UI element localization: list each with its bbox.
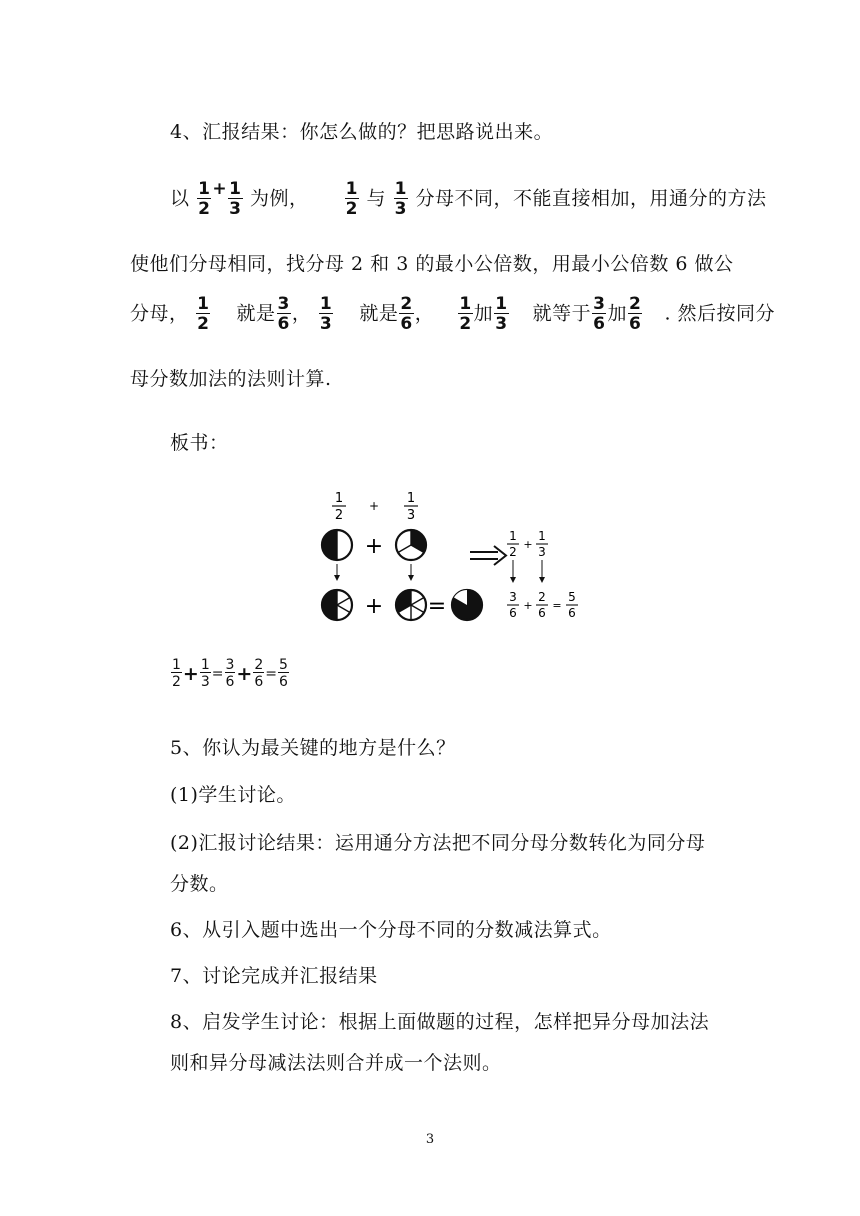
equation-line [170, 658, 290, 689]
fraction-third: $\frac{1}{3}$ [229, 179, 242, 219]
explain-text-comma: ， [291, 302, 312, 325]
fraction-half: $\frac{1}{2}$ [197, 294, 210, 334]
fraction-third: $\frac{1}{3}$ [319, 294, 333, 334]
explain-text-jiushi: 就是 [359, 302, 399, 325]
step-5-2-cont: 分数。 [170, 873, 229, 895]
fraction-three-sixths: $\frac{3}{6}$ [593, 294, 606, 334]
circle-half-shaded [322, 530, 352, 560]
diagram-plus-1: + [364, 534, 384, 559]
explain-text-jiushi: 就是 [236, 302, 276, 325]
diagram-bottom-num-1: 3 [509, 590, 517, 604]
fraction-half: $\frac{1}{2}$ [459, 294, 472, 334]
board-diagram [310, 485, 610, 635]
fraction-half: $\frac{1}{2}$ [345, 179, 358, 219]
diagram-plus-2: + [364, 594, 384, 619]
double-arrow-icon [470, 546, 506, 565]
fraction-third: $\frac{1}{3}$ [495, 294, 508, 334]
explain-text-yu: 与 [366, 187, 387, 210]
explain-line-2: 使他们分母相同，找分母 2 和 3 的最小公倍数，用最小公倍数 6 做公 [130, 253, 734, 275]
diagram-top-left-num: 1 [334, 491, 344, 506]
diagram-bottom-num-3: 5 [568, 590, 576, 604]
eq-fraction-2: $\frac{1}{3}$ [200, 657, 210, 690]
diagram-bottom-den-2: 6 [538, 606, 546, 620]
diagram-bottom-num-2: 2 [538, 590, 546, 604]
explain-text-weili: 为例， [250, 187, 309, 210]
step-4-text: 4、汇报结果：你怎么做的？把思路说出来。 [170, 121, 554, 143]
diagram-top-left-den: 2 [334, 508, 344, 523]
diagram-top-plus: + [368, 499, 380, 513]
step-5-2-text: (2)汇报讨论结果：运用通分方法把不同分母分数转化为同分母 [170, 832, 706, 854]
eq-equals-1: = [211, 665, 224, 682]
step-7-text: 7、讨论完成并汇报结果 [170, 965, 378, 987]
diagram-right-plus-top: + [523, 538, 533, 551]
diagram-bottom-den-3: 6 [568, 606, 576, 620]
explain-line-1 [170, 178, 767, 219]
step-8-cont: 则和异分母减法法则合并成一个法则。 [170, 1052, 502, 1074]
down-arrow-icon [510, 560, 516, 583]
plus-sign: + [212, 178, 228, 199]
diagram-right-den-1: 2 [509, 545, 517, 559]
eq-fraction-5: $\frac{5}{6}$ [279, 657, 288, 690]
step-8-text: 8、启发学生讨论：根据上面做题的过程，怎样把异分母加法法 [170, 1011, 710, 1033]
diagram-bottom-equals: = [552, 599, 562, 612]
diagram-bottom-plus: + [523, 599, 533, 612]
fraction-two-sixths: $\frac{2}{6}$ [400, 294, 413, 334]
explain-text-yi: 以 [170, 187, 190, 210]
circle-third-shaded [396, 530, 426, 560]
eq-plus-2: + [236, 662, 253, 685]
step-6-text: 6、从引入题中选出一个分母不同的分数减法算式。 [170, 919, 612, 941]
explain-text-fenmu: 分母， [130, 302, 189, 325]
eq-plus-1: + [182, 662, 199, 685]
explain-text-jia: 加 [607, 302, 627, 325]
explain-line-4: 母分数加法的法则计算. [130, 368, 332, 390]
eq-fraction-1: $\frac{1}{2}$ [172, 657, 181, 690]
eq-equals-2: = [265, 665, 277, 682]
diagram-equals: = [427, 594, 447, 619]
eq-fraction-4: $\frac{2}{6}$ [254, 657, 264, 690]
board-label: 板书： [170, 432, 229, 454]
circle-two-sixths-shaded [396, 590, 426, 620]
down-arrow-icon [334, 564, 340, 581]
fraction-three-sixths: $\frac{3}{6}$ [277, 294, 290, 334]
diagram-top-right-num: 1 [406, 491, 416, 506]
step-5-1-text: (1)学生讨论。 [170, 784, 296, 806]
fraction-third: $\frac{1}{3}$ [394, 179, 407, 219]
explain-text-jia: 加 [473, 302, 494, 325]
page-number: 3 [425, 1132, 435, 1147]
fraction-two-sixths: $\frac{2}{6}$ [629, 294, 642, 334]
diagram-right-num-2: 1 [538, 529, 546, 543]
circle-three-sixths-shaded [322, 590, 352, 620]
eq-fraction-3: $\frac{3}{6}$ [225, 657, 235, 690]
diagram-top-right-den: 3 [406, 508, 416, 523]
diagram-right-num-1: 1 [509, 529, 517, 543]
explain-text-then: . 然后按同分 [664, 302, 776, 325]
circle-five-sixths-shaded [452, 590, 482, 620]
diagram-right-den-2: 3 [538, 545, 546, 559]
explain-text-jiudengyu: 就等于 [532, 302, 592, 325]
diagram-bottom-den-1: 6 [509, 606, 517, 620]
down-arrow-icon [539, 560, 545, 583]
explain-line-3 [130, 296, 775, 333]
explain-text-butong: 分母不同，不能直接相加，用通分的方法 [415, 187, 767, 210]
fraction-half: $\frac{1}{2}$ [198, 179, 211, 219]
down-arrow-icon [408, 564, 414, 581]
explain-text-comma: ， [414, 302, 435, 325]
step-5-text: 5、你认为最关键的地方是什么？ [170, 737, 456, 759]
